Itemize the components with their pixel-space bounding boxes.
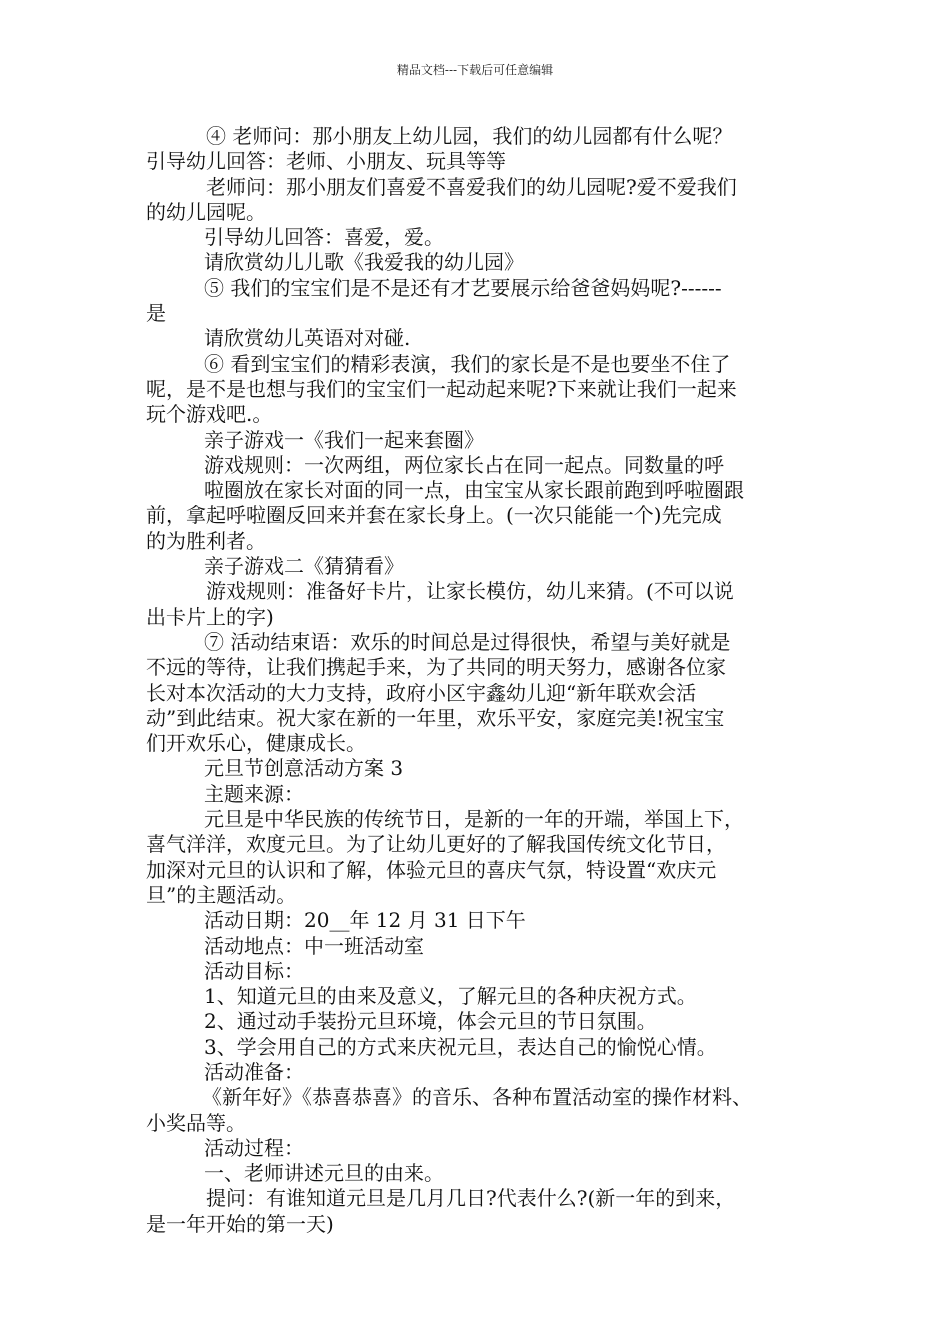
text-line: 引导幼儿回答：老师、小朋友、玩具等等 (146, 149, 506, 174)
text-line: 提问：有谁知道元旦是几月几日?代表什么?(新一年的到来， (206, 1186, 736, 1211)
text-line: 旦”的主题活动。 (146, 882, 297, 907)
text-line: 1、知道元旦的由来及意义，了解元旦的各种庆祝方式。 (204, 984, 697, 1009)
text-line: 加深对元旦的认识和了解，体验元旦的喜庆气氛，特设置“欢庆元 (146, 857, 717, 882)
text-line: 长对本次活动的大力支持，政府小区宇鑫幼儿迎“新年联欢会活 (146, 680, 697, 705)
text-line: 活动准备： (204, 1059, 304, 1084)
document-body (146, 124, 814, 1237)
text-line: 玩个游戏吧.。 (146, 402, 273, 427)
text-line: 活动日期：20__年 12 月 31 日下午 (204, 908, 526, 933)
text-line: 喜气洋洋，欢度元旦。为了让幼儿更好的了解我国传统文化节日， (146, 832, 726, 857)
text-line: 的为胜利者。 (146, 528, 266, 553)
text-line: 游戏规则：一次两组，两位家长占在同一起点。同数量的呼 (204, 452, 724, 477)
text-line: 亲子游戏一《我们一起来套圈》 (204, 427, 484, 452)
text-line: 是 (146, 301, 166, 326)
text-line: 2、通过动手装扮元旦环境，体会元旦的节日氛围。 (204, 1009, 657, 1034)
text-line: 游戏规则：准备好卡片，让家长模仿，幼儿来猜。(不可以说 (206, 579, 734, 604)
text-line: 的幼儿园呢。 (146, 199, 266, 224)
page-header: 精品文档---下载后可任意编辑 (396, 63, 554, 77)
text-line: 主题来源： (204, 781, 304, 806)
text-line: 动”到此结束。祝大家在新的一年里，欢乐平安，家庭完美!祝宝宝 (146, 705, 725, 730)
text-line: 是一年开始的第一天) (146, 1211, 334, 1236)
text-line: ④ 老师问：那小朋友上幼儿园，我们的幼儿园都有什么呢？ (206, 124, 733, 148)
text-line: 元旦节创意活动方案 3 (204, 756, 404, 781)
text-line: 活动地点：中一班活动室 (204, 933, 424, 958)
text-line: 活动过程： (204, 1135, 304, 1160)
text-line: 小奖品等。 (146, 1110, 246, 1135)
text-line: 们开欢乐心，健康成长。 (146, 731, 366, 756)
text-line: 元旦是中华民族的传统节日，是新的一年的开端，举国上下， (204, 807, 744, 832)
text-line: 老师问：那小朋友们喜爱不喜爱我们的幼儿园呢?爱不爱我们 (206, 174, 737, 199)
text-line: 《新年好》《恭喜恭喜》的音乐、各种布置活动室的操作材料、 (202, 1085, 752, 1110)
text-line: 请欣赏幼儿儿歌《我爱我的幼儿园》 (204, 250, 524, 275)
text-line: 活动目标： (204, 958, 304, 983)
text-line: 呢，是不是也想与我们的宝宝们一起动起来呢?下来就让我们一起来 (146, 376, 737, 401)
text-line: 引导幼儿回答：喜爱，爱。 (204, 225, 444, 250)
text-line: 一、老师讲述元旦的由来。 (204, 1161, 444, 1186)
text-line: 啦圈放在家长对面的同一点，由宝宝从家长跟前跑到呼啦圈跟 (204, 478, 744, 503)
text-line: 亲子游戏二《猜猜看》 (204, 554, 404, 579)
text-line: 出卡片上的字) (146, 604, 274, 629)
text-line: ⑥ 看到宝宝们的精彩表演，我们的家长是不是也要坐不住了 (204, 351, 731, 376)
text-line: ⑤ 我们的宝宝们是不是还有才艺要展示给爸爸妈妈呢?------ (204, 275, 722, 300)
text-line: 不远的等待，让我们携起手来，为了共同的明天努力，感谢各位家 (146, 655, 726, 680)
text-line: ⑦ 活动结束语：欢乐的时间总是过得很快，希望与美好就是 (204, 629, 731, 654)
text-line: 3、学会用自己的方式来庆祝元旦，表达自己的愉悦心情。 (204, 1034, 717, 1059)
text-line: 请欣赏幼儿英语对对碰. (204, 326, 411, 351)
text-line: 前，拿起呼啦圈反回来并套在家长身上。(一次只能能一个)先完成 (146, 503, 722, 528)
